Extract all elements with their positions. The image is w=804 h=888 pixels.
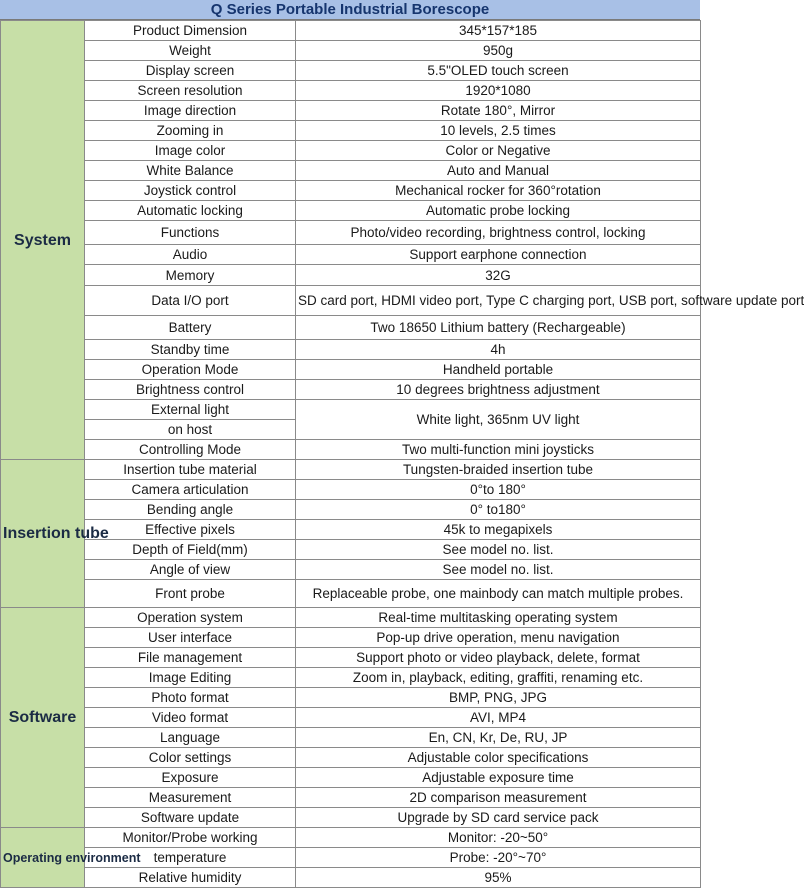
spec-label: on host <box>85 420 296 440</box>
spec-value: Two 18650 Lithium battery (Rechargeable) <box>296 316 701 340</box>
table-row <box>1 628 701 648</box>
table-row <box>1 400 701 420</box>
spec-label: Battery <box>85 316 296 340</box>
spec-label: User interface <box>85 628 296 648</box>
table-row <box>1 201 701 221</box>
spec-value: BMP, PNG, JPG <box>296 688 701 708</box>
table-row <box>1 580 701 608</box>
spec-value: Rotate 180°, Mirror <box>296 101 701 121</box>
table-row <box>1 868 701 888</box>
table-row <box>1 121 701 141</box>
spec-label: temperature <box>85 848 296 868</box>
spec-label: Operation Mode <box>85 360 296 380</box>
table-row <box>1 61 701 81</box>
spec-value: Auto and Manual <box>296 161 701 181</box>
spec-label: Image direction <box>85 101 296 121</box>
spec-label: White Balance <box>85 161 296 181</box>
spec-label: Video format <box>85 708 296 728</box>
spec-value: 5.5"OLED touch screen <box>296 61 701 81</box>
spec-value: Upgrade by SD card service pack <box>296 808 701 828</box>
spec-label: Automatic locking <box>85 201 296 221</box>
table-row <box>1 141 701 161</box>
section-operating-environment: Operating environment <box>1 828 85 888</box>
spec-label: Standby time <box>85 340 296 360</box>
spec-value: Mechanical rocker for 360°rotation <box>296 181 701 201</box>
spec-value: 95% <box>296 868 701 888</box>
spec-label: Data I/O port <box>85 286 296 316</box>
spec-value: See model no. list. <box>296 560 701 580</box>
spec-value: Adjustable exposure time <box>296 768 701 788</box>
spec-label: Audio <box>85 245 296 265</box>
table-row <box>1 265 701 286</box>
table-row <box>1 440 701 460</box>
spec-value: 950g <box>296 41 701 61</box>
spec-value: 2D comparison measurement <box>296 788 701 808</box>
spec-label: Zooming in <box>85 121 296 141</box>
spec-value: 0° to180° <box>296 500 701 520</box>
spec-value: 0°to 180° <box>296 480 701 500</box>
table-row <box>1 81 701 101</box>
spec-value: 1920*1080 <box>296 81 701 101</box>
spec-label: Brightness control <box>85 380 296 400</box>
spec-value: En, CN, Kr, De, RU, JP <box>296 728 701 748</box>
spec-value: SD card port, HDMI video port, Type C charging port, USB port, software update port <box>296 286 701 316</box>
table-row <box>1 101 701 121</box>
table-row <box>1 340 701 360</box>
table-row <box>1 500 701 520</box>
spec-label: Camera articulation <box>85 480 296 500</box>
spec-label: External light <box>85 400 296 420</box>
spec-value: Two multi-function mini joysticks <box>296 440 701 460</box>
spec-value: Adjustable color specifications <box>296 748 701 768</box>
spec-value: Zoom in, playback, editing, graffiti, renaming etc. <box>296 668 701 688</box>
table-row <box>1 668 701 688</box>
table-row <box>1 460 701 480</box>
table-row <box>1 608 701 628</box>
spec-label: Image color <box>85 141 296 161</box>
spec-label: Screen resolution <box>85 81 296 101</box>
spec-value: 345*157*185 <box>296 21 701 41</box>
spec-label: Depth of Field(mm) <box>85 540 296 560</box>
spec-label: File management <box>85 648 296 668</box>
table-row <box>1 161 701 181</box>
table-row <box>1 181 701 201</box>
table-row <box>1 41 701 61</box>
table-row <box>1 808 701 828</box>
section-software: Software <box>1 608 85 828</box>
spec-label: Operation system <box>85 608 296 628</box>
table-row <box>1 245 701 265</box>
spec-label: Measurement <box>85 788 296 808</box>
table-row <box>1 688 701 708</box>
spec-label: Language <box>85 728 296 748</box>
spec-value: Support earphone connection <box>296 245 701 265</box>
spec-label: Relative humidity <box>85 868 296 888</box>
section-system: System <box>1 21 85 460</box>
spec-label: Functions <box>85 221 296 245</box>
section-insertion-tube: Insertion tube <box>1 460 85 608</box>
spec-label: Controlling Mode <box>85 440 296 460</box>
spec-value: Pop-up drive operation, menu navigation <box>296 628 701 648</box>
spec-value: Color or Negative <box>296 141 701 161</box>
spec-value: Monitor: -20~50° <box>296 828 701 848</box>
spec-value: 10 degrees brightness adjustment <box>296 380 701 400</box>
spec-value: 45k to megapixels <box>296 520 701 540</box>
spec-value: See model no. list. <box>296 540 701 560</box>
spec-label: Front probe <box>85 580 296 608</box>
table-row <box>1 708 701 728</box>
spec-label: Image Editing <box>85 668 296 688</box>
spec-value: Photo/video recording, brightness control, locking <box>296 221 701 245</box>
spec-value: Probe: -20°~70° <box>296 848 701 868</box>
spec-label: Joystick control <box>85 181 296 201</box>
spec-value: 4h <box>296 340 701 360</box>
table-row <box>1 360 701 380</box>
spec-label: Memory <box>85 265 296 286</box>
spec-value: Real-time multitasking operating system <box>296 608 701 628</box>
table-row <box>1 540 701 560</box>
spec-label: Effective pixels <box>85 520 296 540</box>
spec-table <box>0 20 804 888</box>
spec-label: Color settings <box>85 748 296 768</box>
spec-value: Handheld portable <box>296 360 701 380</box>
spec-value: AVI, MP4 <box>296 708 701 728</box>
table-row <box>1 480 701 500</box>
spec-label: Display screen <box>85 61 296 81</box>
table-row <box>1 788 701 808</box>
table-row <box>1 560 701 580</box>
spec-label: Product Dimension <box>85 21 296 41</box>
sheet-title: Q Series Portable Industrial Borescope <box>0 0 700 20</box>
table-row <box>1 748 701 768</box>
table-row <box>1 768 701 788</box>
table-row <box>1 286 701 316</box>
spec-label: Exposure <box>85 768 296 788</box>
spec-value: Support photo or video playback, delete, format <box>296 648 701 668</box>
table-row <box>1 21 701 41</box>
spec-label: Angle of view <box>85 560 296 580</box>
table-row <box>1 221 701 245</box>
spec-label: Software update <box>85 808 296 828</box>
table-row <box>1 380 701 400</box>
spec-value: Replaceable probe, one mainbody can match multiple probes. <box>296 580 701 608</box>
spec-value: 32G <box>296 265 701 286</box>
table-row <box>1 828 701 848</box>
spec-label: Photo format <box>85 688 296 708</box>
spec-value: 10 levels, 2.5 times <box>296 121 701 141</box>
table-row <box>1 728 701 748</box>
spec-label: Weight <box>85 41 296 61</box>
table-row <box>1 648 701 668</box>
spec-label: Insertion tube material <box>85 460 296 480</box>
spec-value: Tungsten-braided insertion tube <box>296 460 701 480</box>
spec-value: White light, 365nm UV light <box>296 400 701 440</box>
spec-label: Monitor/Probe working <box>85 828 296 848</box>
table-row <box>1 316 701 340</box>
spec-value: Automatic probe locking <box>296 201 701 221</box>
spec-label: Bending angle <box>85 500 296 520</box>
